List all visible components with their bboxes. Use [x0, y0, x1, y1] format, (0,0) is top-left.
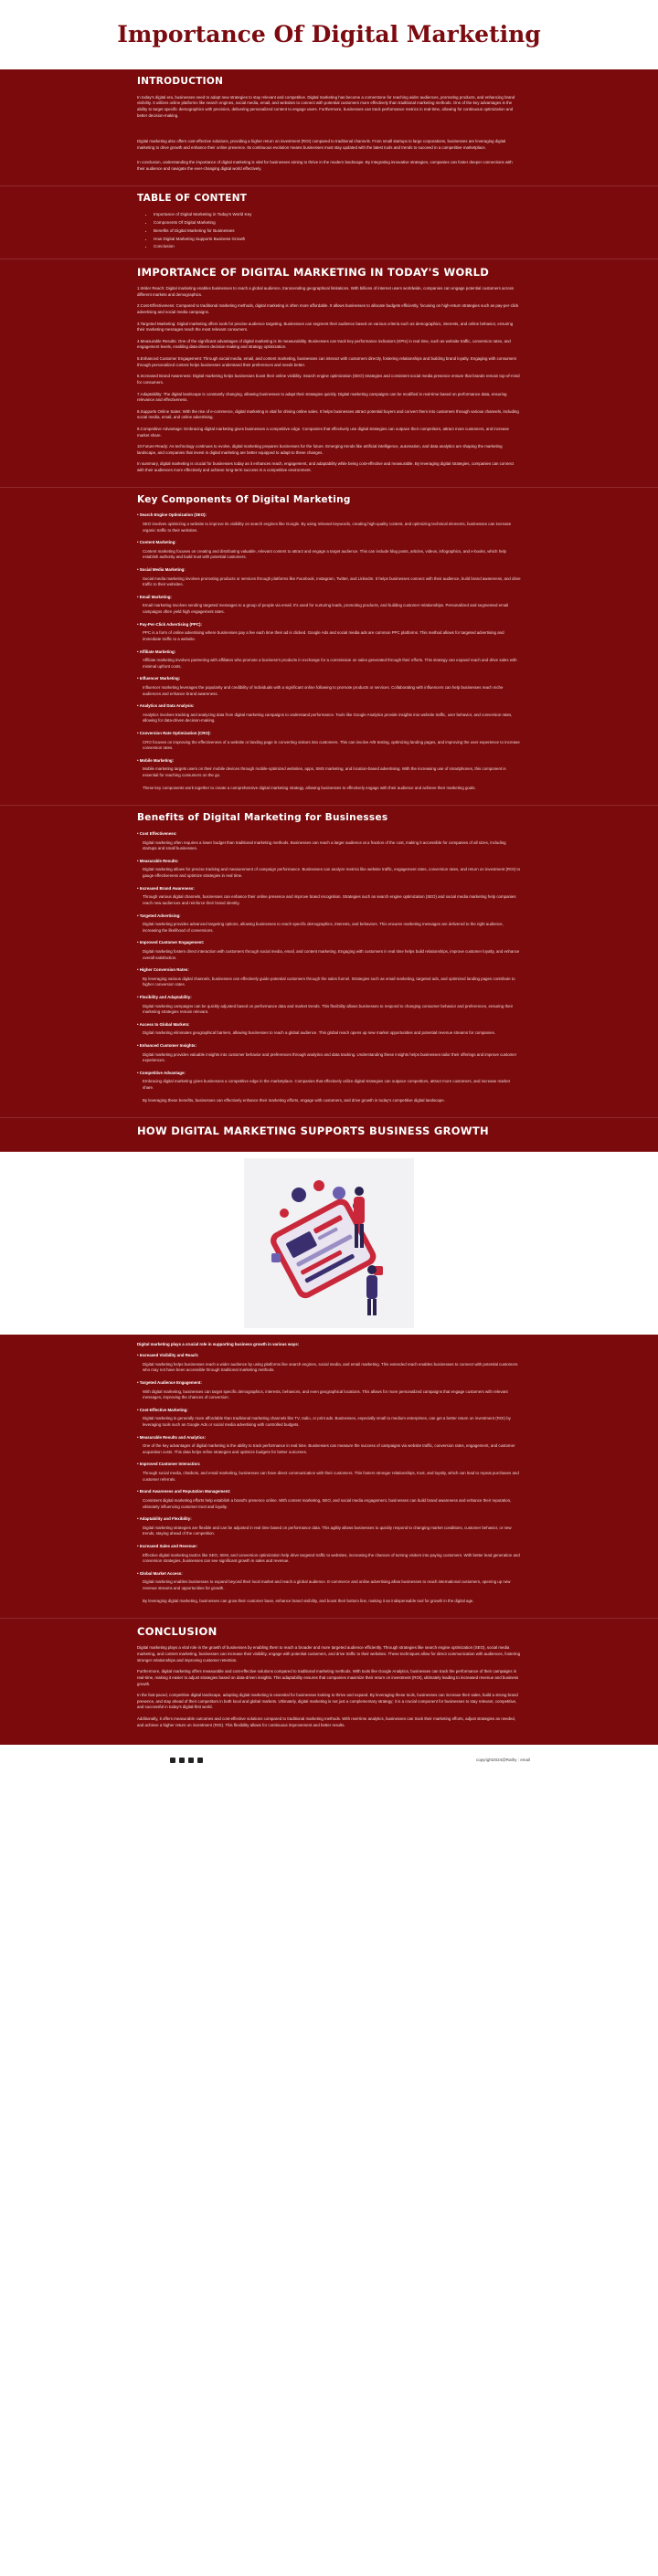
growth-item: [137, 1408, 521, 1429]
growth-item-desc: By leveraging digital marketing, businesses can grow their customer base, enhance brand visibility, and boost their bottom line, making it an indispensable tool for growth in the digital age.: [143, 1598, 474, 1603]
social-links: [170, 1758, 203, 1763]
growth-item-title: • Global Market Access:: [137, 1570, 183, 1576]
benefits-item-desc: Digital marketing fosters direct interaction with customers through social media, email, and content marketing. Engaging with customers in real time helps build relationships, improve customer loyalty, and enhance overall satisfaction.: [143, 948, 520, 960]
conclusion-list: [137, 1645, 521, 1728]
growth-item-title: • Brand Awareness and Reputation Management:: [137, 1489, 231, 1494]
toc-item[interactable]: • Conclusion: [154, 243, 521, 251]
importance-para: 6.Increased Brand Awareness: Digital marketing helps businesses boost their online visibility. Search engine optimization (SEO) strategies and consistent social media presence ensure that brands remain top-of-mind for consumers.: [137, 374, 520, 385]
benefits-item: [137, 940, 521, 961]
growth-item: [137, 1544, 521, 1565]
benefits-list: [137, 831, 521, 1103]
facebook-icon[interactable]: [170, 1758, 175, 1763]
benefits-item-title: • Cost Effectiveness:: [137, 831, 177, 837]
toc-section: [0, 186, 658, 259]
growth-list: [137, 1353, 521, 1604]
growth-item-desc: Through social media, chatbots, and email marketing, businesses can have direct communication with their customers. This fosters stronger relationships, trust, and loyalty, which can lead to repeat purchases and customer referrals.: [143, 1471, 519, 1482]
importance-heading: IMPORTANCE OF DIGITAL MARKETING IN TODAY'S WORLD: [137, 265, 490, 279]
growth-illustration: [0, 1152, 658, 1335]
intro-para: In today's digital era, businesses need to adapt new strategies to stay relevant and competitive. Digital marketing has become a cornerstone for reaching wider audiences, promoting products, and enhancing brand visibility. It utilizes online platforms like search engines, social media, email, and websites to connect with potential customers more effectively than traditional marketing methods. One of the key advantages is the ability to target specific demographics with precision, delivering personalized content to engage users. Furthermore, businesses can track performance metrics in real-time, allowing for continuous optimization and better decision-making.: [137, 94, 515, 118]
components-item-desc: Content marketing focuses on creating and distributing valuable, relevant content to attract and engage a target audience. This can include blog posts, articles, videos, infographics, and e-books, which help establish authority and build trust with potential customers.: [143, 548, 507, 560]
importance-list: [137, 286, 521, 473]
components-heading: Key Components Of Digital Marketing: [137, 493, 351, 505]
importance-para: 3.Targeted Marketing: Digital marketing offers tools for precise audience targeting. Businesses can segment their audience based on various criteria such as demographics, interests, and online behavior, ensuring their marketing messages reach the most relevant consumers.: [137, 321, 514, 333]
conclusion-heading: CONCLUSION: [137, 1625, 218, 1639]
growth-item-title: • Cost-Effective Marketing:: [137, 1407, 188, 1412]
benefits-item-title: • Flexibility and Adaptability:: [137, 994, 192, 999]
page-bottom: [0, 1800, 658, 1814]
components-item-title: • Affiliate Marketing:: [137, 649, 176, 654]
importance-para: 10.Future-Ready: As technology continues to evolve, digital marketing prepares businesses for the future. Emerging trends like artificial intelligence, automation, and data analytics are shaping the marketing landscape, and companies that invest in digital marketing are better equipped to adapt to these changes.: [137, 444, 503, 455]
components-item-title: • Email Marketing:: [137, 594, 172, 599]
benefits-item-desc: Embracing digital marketing gives businesses a competitive edge in the marketplace. Companies that effectively utilize digital strategies can outpace competitors, attract more customers, and increase market share.: [143, 1079, 510, 1091]
importance-para: 8.Supports Online Sales: With the rise of e-commerce, digital marketing is vital for driving online sales. It helps businesses attract potential buyers and convert them into customers through various channels, including social media, email, and online advertising.: [137, 408, 519, 420]
components-item: [137, 567, 521, 588]
components-item: [137, 786, 521, 792]
benefits-item: [137, 1071, 521, 1092]
components-item-desc: Email marketing involves sending targeted messages to a group of people via email. It's used for nurturing leads, promoting products, and building customer relationships. Personalized and segmented email campaigns often yield high engagement rates.: [143, 603, 509, 615]
instagram-icon[interactable]: [179, 1758, 185, 1763]
benefits-item-desc: Digital marketing often requires a lower budget than traditional marketing methods. Businesses can reach a larger audience at a fraction of the cost, making it accessible for companies of all sizes, including startups and small businesses.: [143, 839, 506, 851]
importance-section: [0, 259, 658, 488]
components-section: [0, 488, 658, 807]
components-item: [137, 758, 521, 779]
importance-para: 9.Competitive Advantage: Embracing digital marketing gives businesses a competitive edge. Companies that effectively use digital strategies can outpace their competitors, attract more customers, and increase market share.: [137, 426, 509, 438]
benefits-item: [137, 1098, 521, 1104]
components-item-desc: These key components work together to create a comprehensive digital marketing strategy, allowing businesses to effectively engage with their audience and achieve their marketing goals.: [143, 785, 476, 790]
benefits-item: [137, 995, 521, 1016]
linkedin-icon[interactable]: [188, 1758, 194, 1763]
growth-section: [0, 1335, 658, 1620]
components-item-desc: Influencer marketing leverages the popularity and credibility of individuals with a significant online following to promote products or services. Collaborating with influencers can help businesses reach niche audiences and enhance brand awareness.: [143, 684, 504, 696]
benefits-heading: Benefits of Digital Marketing for Businesses: [137, 812, 388, 824]
components-item: [137, 676, 521, 697]
importance-para: 1.Wider Reach: Digital marketing enables businesses to reach a global audience, transcending geographical limitations. With billions of internet users worldwide, companies can engage potential customers across different markets and demographics.: [137, 286, 514, 297]
growth-item-title: • Adaptability and Flexibility:: [137, 1516, 192, 1522]
growth-item: [137, 1353, 521, 1374]
copyright: copyright2024@Rathy : email: [475, 1758, 530, 1763]
benefits-item-desc: Through various digital channels, businesses can enhance their online presence and improve brand recognition. Strategies such as search engine optimization (SEO) and social media marketing help companies reach new audiences and reinforce their brand identity.: [143, 894, 516, 905]
benefits-item-desc: Digital marketing eliminates geographical barriers, allowing businesses to reach a global audience. This global reach opens up new market opportunities and potential revenue streams for companies.: [143, 1030, 496, 1036]
importance-para: 2.Cost-Effectiveness: Compared to traditional marketing methods, digital marketing is often more affordable. It allows businesses to allocate budgets efficiently, focusing on high-return strategies such as pay-per-click advertising and social media campaigns.: [137, 303, 519, 315]
growth-item-desc: Digital marketing helps businesses reach a wider audience by using platforms like search engines, social media, and email marketing. This extended reach enables businesses to connect with potential customers who may not have been accessible through traditional marketing methods.: [143, 1361, 518, 1373]
conclusion-section: [0, 1619, 658, 1745]
benefits-item: [137, 831, 521, 852]
components-item: [137, 595, 521, 616]
benefits-item: [137, 913, 521, 934]
intro-para: Digital marketing also offers cost-effective solutions, providing a higher return on investment (ROI) compared to traditional channels. From small startups to large corporations, businesses are leveraging digital marketing to drive growth and enhance their online presence. Its continuous evolution means businesses must stay updated with the latest tools and trends to succeed in a competitive marketplace.: [137, 139, 506, 150]
growth-item: [137, 1571, 521, 1592]
components-item: [137, 649, 521, 670]
benefits-item-desc: By leveraging these benefits, businesses can effectively enhance their marketing efforts, engage with customers, and drive growth in today's competitive digital landscape.: [143, 1097, 445, 1103]
toc-item[interactable]: • How Digital Marketing Supports Business Growth: [154, 236, 521, 244]
intro-section: [0, 69, 658, 186]
footer: [0, 1745, 658, 1800]
benefits-item-title: • Targeted Advertising:: [137, 913, 181, 918]
growth-item-desc: Digital marketing strategies are flexible and can be adjusted in real time based on performance data. This agility allows businesses to quickly respond to changing market conditions, customer behavior, or new trends, staying ahead of the competition.: [143, 1525, 512, 1536]
digital-marketing-illustration: [244, 1158, 414, 1328]
benefits-item: [137, 859, 521, 880]
components-item-desc: CRO focuses on improving the effectiveness of a website or landing page in converting visitors into customers. This can involve A/B testing, optimizing landing pages, and improving the user experience to increase conversion rates.: [143, 739, 520, 751]
growth-item-desc: One of the key advantages of digital marketing is the ability to track performance in real time. Businesses can measure the success of campaigns via website traffic, conversion rates, engagement, and customer acquisition costs. This data helps refine strategies and optimize budgets for better outcomes.: [143, 1443, 515, 1454]
components-item-title: • Mobile Marketing:: [137, 757, 175, 763]
intro-heading: INTRODUCTION: [137, 76, 224, 87]
growth-item: [137, 1435, 521, 1456]
toc-item[interactable]: • Components Of Digital Marketing: [154, 219, 521, 227]
components-item-desc: SEO involves optimizing a website to improve its visibility on search engines like Google. By using relevant keywords, creating high-quality content, and optimizing technical elements, businesses can increase organic traffic to their websites.: [143, 521, 512, 533]
benefits-item-title: • Measurable Results:: [137, 858, 179, 863]
components-item-title: • Analytics and Data Analysis:: [137, 703, 195, 709]
benefits-item-desc: Digital marketing campaigns can be quickly adjusted based on performance data and market trends. This flexibility allows businesses to respond to changing consumer behavior and preferences, ensuring their marketing strategies remain relevant.: [143, 1003, 514, 1015]
benefits-item-desc: Digital marketing allows for precise tracking and measurement of campaign performance. Businesses can analyze metrics like website traffic, engagement rates, conversion rates, and return on investment (ROI) to gauge effectiveness and optimize strategies in real time.: [143, 867, 521, 879]
growth-item-desc: Consistent digital marketing efforts help establish a brand's presence online. With content marketing, SEO, and social media engagement, businesses can build brand awareness and enhance their reputation, ultimately influencing customer trust and loyalty.: [143, 1497, 512, 1509]
components-item-title: • Pay-Per-Click Advertising (PPC):: [137, 621, 202, 627]
hero: [0, 0, 658, 69]
toc-item[interactable]: • Benefits of Digital Marketing for Businesses: [154, 227, 521, 236]
growth-item-title: • Increased Visibility and Reach:: [137, 1353, 199, 1358]
importance-para: 4.Measurable Results: One of the significant advantages of digital marketing is its measurability. Businesses can track key performance indicators (KPIs) in real time, such as website traffic, conversion rates, and engagement levels, enabling data-driven decision-making and strategy optimization.: [137, 338, 511, 350]
growth-heading-section: [0, 1118, 658, 1151]
benefits-item-desc: Digital marketing provides advanced targeting options, allowing businesses to reach specific demographics, interests, and behaviors. This ensures marketing messages are delivered to the right audience, increasing the likelihood of conversions.: [143, 922, 504, 933]
importance-para: 7.Adaptability: The digital landscape is constantly changing, allowing businesses to adapt their strategies quickly. Digital marketing campaigns can be modified in real-time based on performance data, ensuring relevance and effectiveness.: [137, 391, 507, 403]
benefits-item-desc: By leveraging various digital channels, businesses can effectively guide potential customers through the sales funnel. Strategies such as email marketing, targeted ads, and optimized landing pages contribute to higher conversion rates.: [143, 976, 515, 987]
growth-item: [137, 1380, 521, 1401]
components-item-title: • Content Marketing:: [137, 540, 176, 545]
components-item-desc: PPC is a form of online advertising where businesses pay a fee each time their ad is clicked. Google Ads and social media ads are common PPC platforms. This method allows for targeted advertising and immediate traffic to a website.: [143, 630, 504, 641]
growth-item-desc: Digital marketing enables businesses to expand beyond their local market and reach a global audience. E-commerce and online advertising allow businesses to reach international customers, opening up new revenue streams and opportunities for growth.: [143, 1579, 511, 1590]
conclusion-para: Furthermore, digital marketing offers measurable and cost-effective solutions compared to traditional marketing methods. With tools like Google Analytics, businesses can track the performance of their campaigns in real-time, making it easier to adjust strategies based on data-driven insights. This adaptability ensures that companies maximize their return on investment (ROI), ultimately leading to increased revenue and business growth.: [137, 1669, 519, 1686]
components-item: [137, 622, 521, 643]
toc-heading: TABLE OF CONTENT: [137, 192, 248, 204]
growth-item-title: • Improved Customer Interaction:: [137, 1462, 201, 1467]
benefits-item-title: • Competitive Advantage:: [137, 1070, 186, 1075]
benefits-item: [137, 1022, 521, 1037]
benefits-item: [137, 886, 521, 907]
components-item-desc: Social media marketing involves promoting products or services through platforms like Facebook, Instagram, Twitter, and LinkedIn. It helps businesses connect with their audience, build brand awareness, and drive traffic to their websites.: [143, 575, 521, 587]
content-area-2: [0, 1335, 658, 1746]
growth-item-title: • Increased Sales and Revenue:: [137, 1543, 197, 1548]
conclusion-para: In the fast-paced, competitive digital landscape, adopting digital marketing is essential for businesses looking to thrive and expand. By leveraging these tools, businesses can increase their sales, build a strong brand presence, and stay ahead of their competitors in both local and global markets. Ultimately, digital marketing is not just a complementary strategy; it is a crucial component for businesses to stay relevant, competitive, and successful in today's digital-first world.: [137, 1693, 518, 1710]
importance-para: In summary, digital marketing is crucial for businesses today as it enhances reach, engagement, and adaptability while being cost-effective and measurable. By leveraging digital strategies, companies can connect with their audiences more effectively and achieve long-term success in a competitive environment.: [137, 461, 515, 473]
benefits-item: [137, 967, 521, 988]
benefits-item-title: • Improved Customer Engagement:: [137, 940, 205, 945]
benefits-item-title: • Increased Brand Awareness:: [137, 885, 195, 891]
growth-lead: Digital marketing plays a crucial role in supporting business growth in various ways:: [137, 1341, 300, 1346]
growth-item-desc: Digital marketing is generally more affordable than traditional marketing channels like TV, radio, or print ads. Businesses, especially small to medium enterprises, can get a better return on investment (ROI) by leveraging tools such as Google Ads or social media advertising with controlled budgets.: [143, 1416, 511, 1428]
conclusion-para: Digital marketing plays a vital role in the growth of businesses by enabling them to reach a broader and more targeted audience efficiently. Through strategies like search engine optimization (SEO), social media marketing, and content marketing, businesses can increase their visibility, engage with potential customers, and drive traffic to their websites. These techniques allow for direct communication with audiences, fostering stronger relationships and improving customer retention.: [137, 1645, 521, 1663]
components-item-title: • Influencer Marketing:: [137, 676, 181, 681]
components-item: [137, 731, 521, 752]
growth-item-title: • Targeted Audience Engagement:: [137, 1379, 202, 1385]
growth-item: [137, 1599, 521, 1605]
benefits-section: [0, 806, 658, 1118]
growth-item-desc: Effective digital marketing tactics like SEO, SEM, and conversion optimization help drive targeted traffic to websites, increasing the chances of turning visitors into paying customers. With better lead generation and conversion strategies, businesses can see significant growth in sales and revenue.: [143, 1552, 520, 1564]
x-icon[interactable]: [197, 1758, 203, 1763]
components-item-desc: Affiliate marketing involves partnering with affiliates who promote a business's products in exchange for a commission on sales generated through their efforts. This strategy can expand reach and drive sales with minimal upfront costs.: [143, 658, 517, 669]
toc-list: [137, 211, 521, 251]
components-item-title: • Search Engine Optimization (SEO):: [137, 512, 207, 518]
growth-item: [137, 1462, 521, 1483]
toc-item[interactable]: • Importance of Digital Marketing in Today's World Key: [154, 211, 521, 219]
components-item-desc: Analytics involves tracking and analyzing data from digital marketing campaigns to understand performance. Tools like Google Analytics provide insights into website traffic, user behavior, and conversion rates, allowing for data-driven decision-making.: [143, 712, 513, 723]
growth-item-desc: With digital marketing, businesses can target specific demographics, interests, behaviors, and even geographical locations. This allows for more personalized campaigns that engage customers with relevant messages, improving the chances of conversion.: [143, 1388, 508, 1400]
hero-title: Importance Of Digital Marketing: [117, 21, 541, 48]
content-area: [0, 69, 658, 1152]
benefits-item-desc: Digital marketing provides valuable insights into customer behavior and preferences through analytics and data tracking. Understanding these insights helps businesses tailor their offerings and improve customer experiences.: [143, 1051, 517, 1063]
benefits-item-title: • Enhanced Customer Insights:: [137, 1043, 196, 1049]
components-item-title: • Conversion Rate Optimization (CRO):: [137, 731, 211, 735]
growth-item: [137, 1489, 521, 1510]
components-item: [137, 512, 521, 533]
components-item: [137, 703, 521, 724]
components-list: [137, 512, 521, 791]
benefits-item: [137, 1043, 521, 1064]
growth-item: [137, 1516, 521, 1537]
benefits-item-title: • Higher Conversion Rates:: [137, 967, 189, 973]
importance-para: 5.Enhanced Customer Engagement: Through social media, email, and content marketing, businesses can interact with customers directly, fostering relationships and building brand loyalty. Engaging with consumers through personalized content helps businesses understand their preferences and needs better.: [137, 356, 517, 367]
benefits-item-title: • Access to Global Markets:: [137, 1021, 190, 1027]
components-item: [137, 540, 521, 561]
components-item-title: • Social Media Marketing:: [137, 567, 186, 573]
growth-item-title: • Measurable Results and Analytics:: [137, 1434, 207, 1440]
components-item-desc: Mobile marketing targets users on their mobile devices through mobile-optimized websites, apps, SMS marketing, and location-based advertising. With the increasing use of smartphones, this component is essential for reaching consumers on the go.: [143, 766, 506, 778]
intro-para: In conclusion, understanding the importance of digital marketing is vital for businesses aiming to thrive in the modern landscape. By integrating innovative strategies, companies can foster deeper connections with their audience and navigate the ever-changing digital world effectively.: [137, 160, 513, 172]
conclusion-para: Additionally, it offers measurable outcomes and cost-effective solutions compared to traditional marketing methods. With real-time analytics, businesses can track their marketing efforts, adjust strategies as needed, and achieve a higher return on investment (ROI). This flexibility allows for continuous improvement and better results.: [137, 1716, 516, 1727]
growth-heading: HOW DIGITAL MARKETING SUPPORTS BUSINESS GROWTH: [137, 1124, 489, 1138]
